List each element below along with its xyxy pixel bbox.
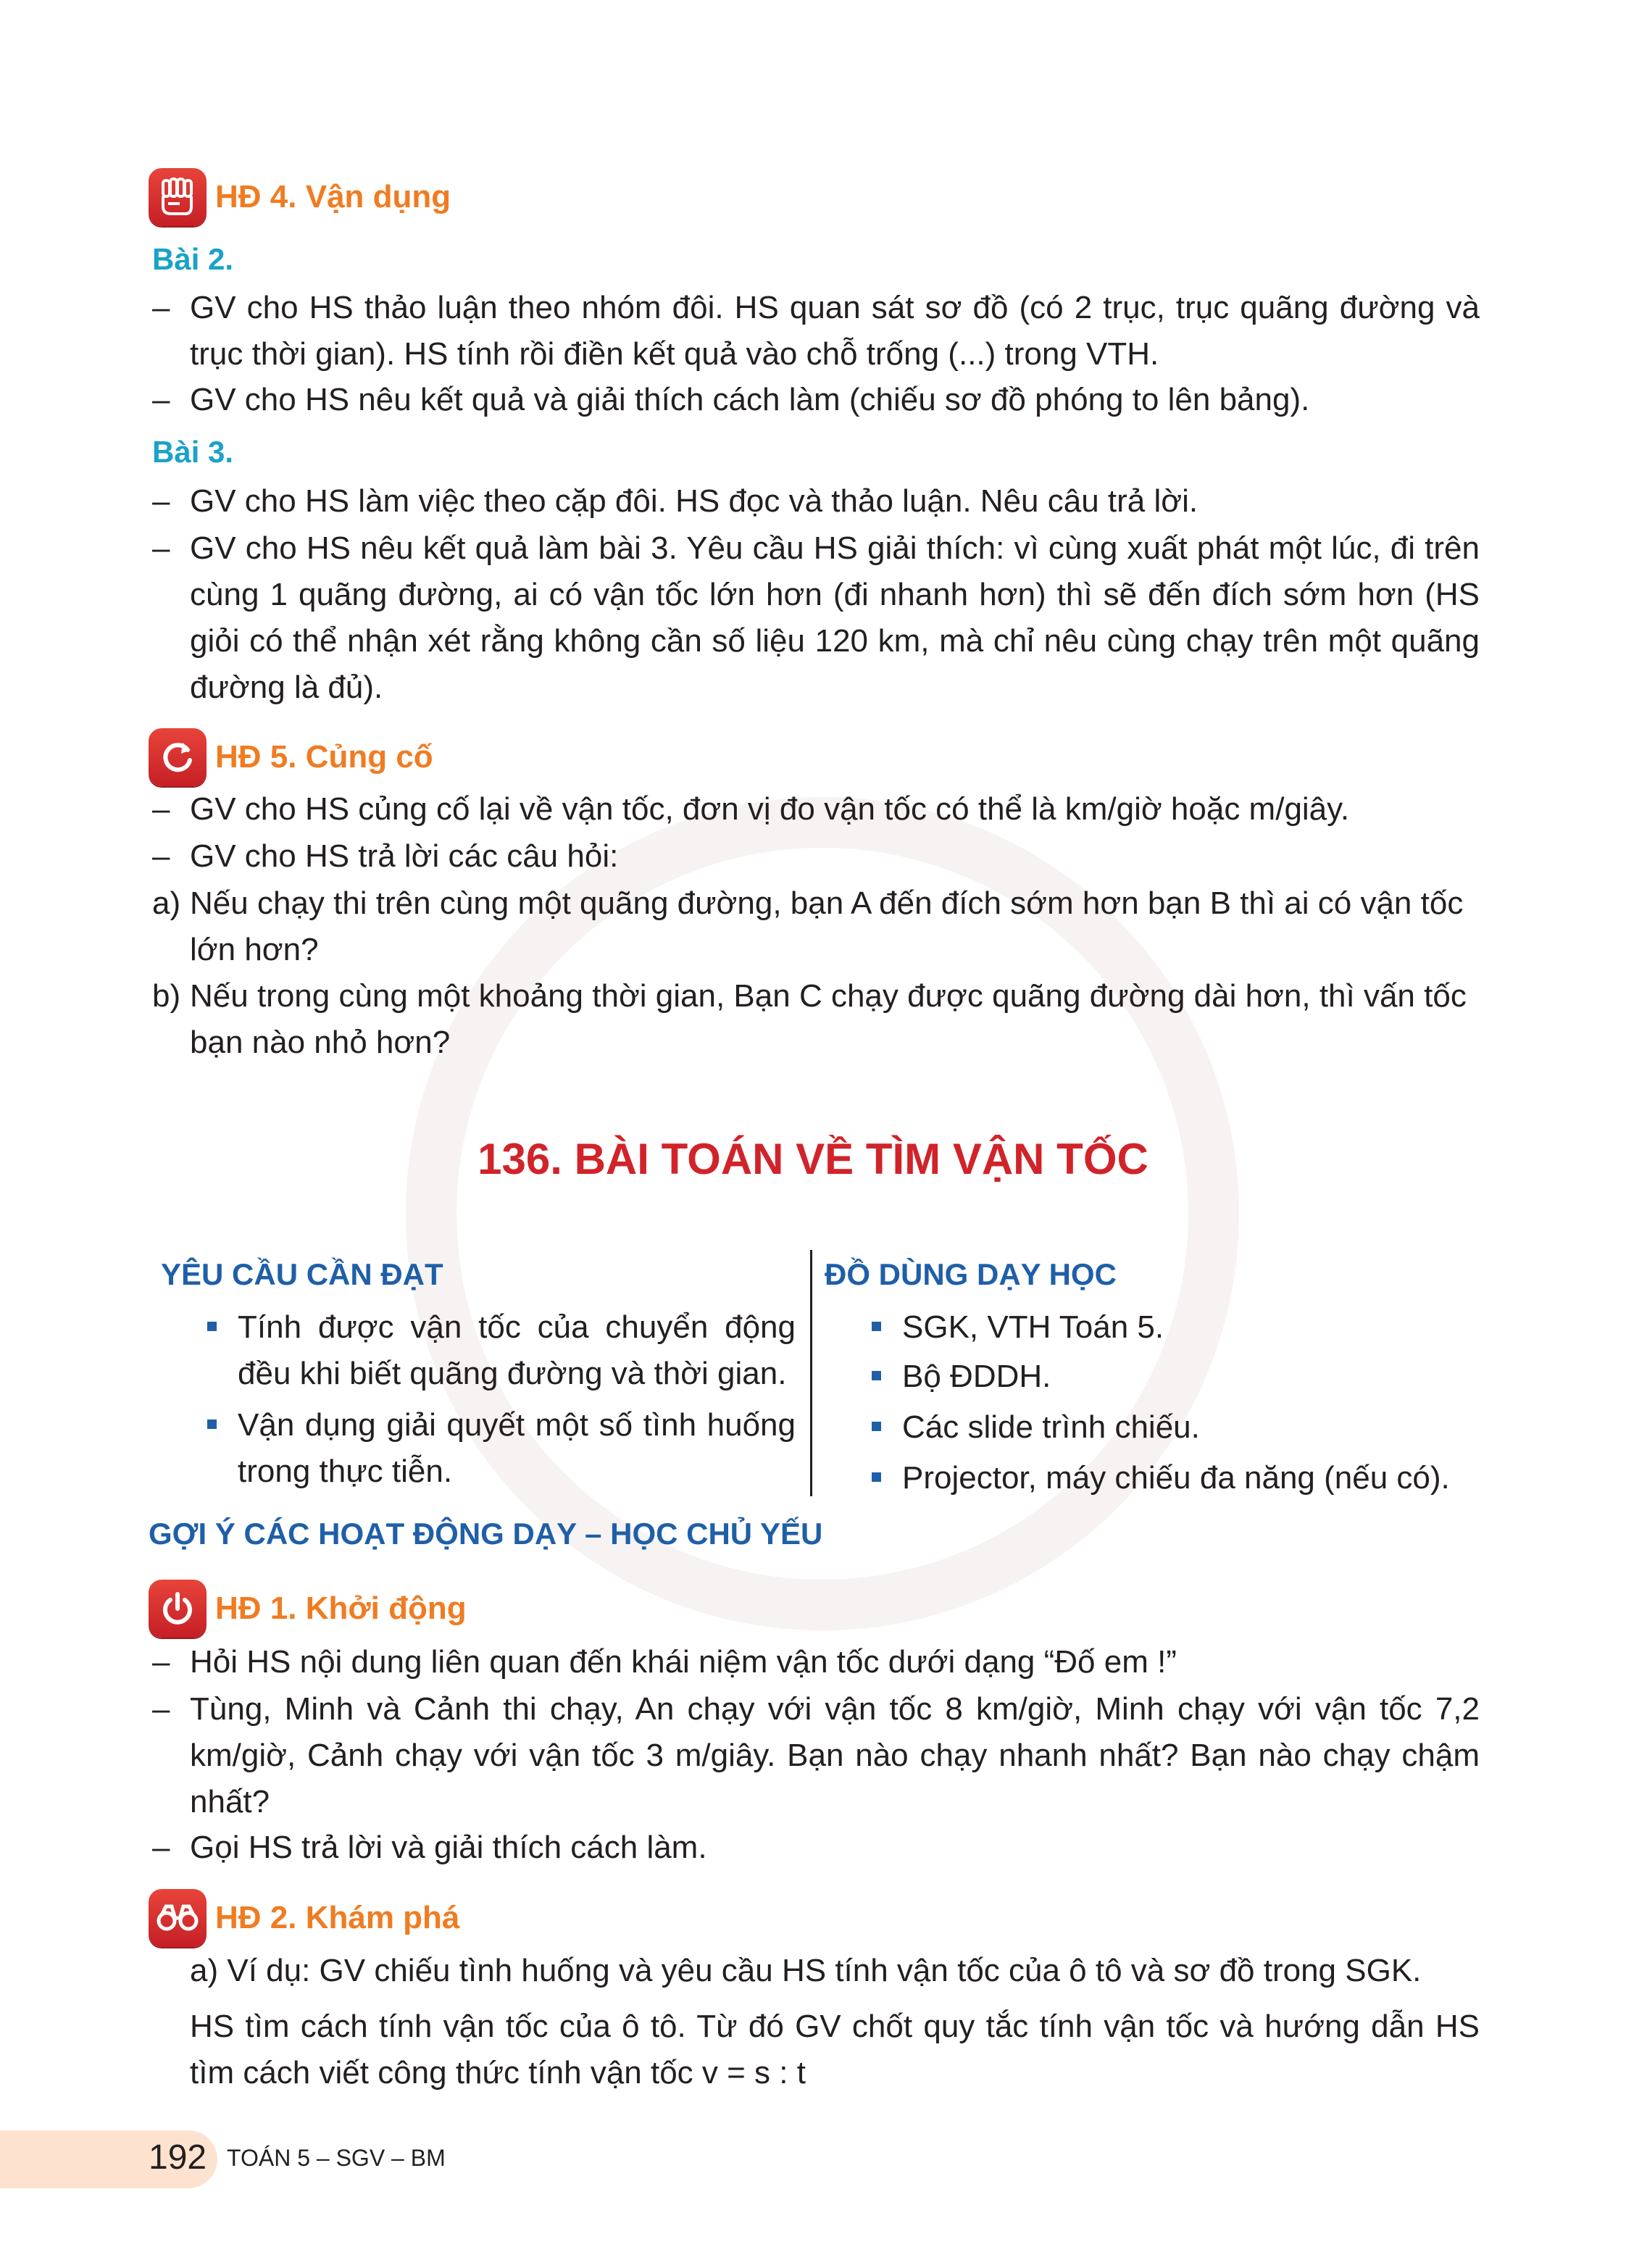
hd1-heading bbox=[149, 1580, 467, 1638]
list-item: – Tùng, Minh và Cảnh thi chạy, An chạy với vận tốc 8 km/giờ, Minh chạy với vận tốc 7,2 km/giờ, Cảnh chạy với vận tốc 3 m/giây. Bạn nào chạy nhanh nhất? Bạn nào chạy chậm nhất? bbox=[152, 1691, 1480, 1819]
footer-book-title: TOÁN 5 – SGV – BM bbox=[227, 2145, 446, 2171]
hd5-heading bbox=[149, 728, 433, 786]
list-item: Các slide trình chiếu. bbox=[902, 1404, 1482, 1451]
bullet-square-icon bbox=[872, 1371, 881, 1380]
hd2-paragraph: HS tìm cách tính vận tốc của ô tô. Từ đó GV chốt quy tắc tính vận tốc và hướng dẫn HS tìm cách viết công thức tính vận tốc v = s : t bbox=[190, 2009, 1480, 2090]
bullet-square-icon bbox=[207, 1419, 217, 1429]
bai3-label: Bài 3. bbox=[152, 435, 234, 469]
list-item: – Gọi HS trả lời và giải thích cách làm. bbox=[152, 1830, 707, 1865]
bai2-label: Bài 2. bbox=[152, 242, 234, 276]
page-number: 192 bbox=[149, 2138, 207, 2177]
list-item: – GV cho HS trả lời các câu hỏi: bbox=[152, 838, 619, 874]
bullet-square-icon bbox=[207, 1322, 217, 1331]
list-item: Projector, máy chiếu đa năng (nếu có). bbox=[902, 1455, 1482, 1501]
list-item: Vận dụng giải quyết một số tình huống trong thực tiễn. bbox=[238, 1402, 796, 1495]
question-b: b) Nếu trong cùng một khoảng thời gian, Bạn C chạy được quãng đường dài hơn, thì vấn tốc bạn nào nhỏ hơn? bbox=[152, 978, 1467, 1060]
list-item: – GV cho HS nêu kết quả làm bài 3. Yêu cầu HS giải thích: vì cùng xuất phát một lúc, đi trên cùng 1 quãng đường, ai có vận tốc lớn hơn (đi nhanh hơn) thì sẽ đến đích sớm hơn (HS giỏi có thể nhận xét rằng không cần số liệu 120 km, mà chỉ nêu cùng chạy trên một quãng đường là đủ). bbox=[152, 530, 1480, 705]
materials-heading: ĐỒ DÙNG DẠY HỌC bbox=[825, 1257, 1117, 1291]
column-divider bbox=[810, 1250, 812, 1496]
hd4-title: HĐ 4. Vận dụng bbox=[215, 179, 451, 214]
binoculars-icon bbox=[149, 1889, 207, 1947]
list-item: – GV cho HS thảo luận theo nhóm đôi. HS quan sát sơ đồ (có 2 trục, trục quãng đường và trục thời gian). HS tính rồi điền kết quả vào chỗ trống (...) trong VTH. bbox=[152, 290, 1480, 372]
list-item: Tính được vận tốc của chuyển động đều khi biết quãng đường và thời gian. bbox=[238, 1304, 796, 1397]
hd2-heading bbox=[149, 1889, 459, 1947]
hd2-line-a: a) Ví dụ: GV chiếu tình huống và yêu cầu HS tính vận tốc của ô tô và sơ đồ trong SGK. bbox=[190, 1953, 1422, 1988]
fist-icon bbox=[149, 168, 207, 226]
refresh-icon bbox=[149, 728, 207, 786]
list-item: – GV cho HS nêu kết quả và giải thích cách làm (chiếu sơ đồ phóng to lên bảng). bbox=[152, 382, 1310, 417]
hd5-title: HĐ 5. Củng cố bbox=[215, 739, 433, 775]
lesson-title: 136. BÀI TOÁN VỀ TÌM VẬN TỐC bbox=[478, 1135, 1148, 1183]
bullet-square-icon bbox=[872, 1322, 881, 1331]
requirements-heading: YÊU CẦU CẦN ĐẠT bbox=[161, 1257, 443, 1291]
bullet-square-icon bbox=[872, 1472, 881, 1482]
list-item: – GV cho HS củng cố lại về vận tốc, đơn vị đo vận tốc có thể là km/giờ hoặc m/giây. bbox=[152, 791, 1350, 827]
list-item: Bộ ĐDDH. bbox=[902, 1354, 1482, 1400]
hd4-heading bbox=[149, 168, 451, 226]
hd1-title: HĐ 1. Khởi động bbox=[215, 1590, 467, 1626]
bullet-square-icon bbox=[872, 1422, 881, 1431]
question-a: a) Nếu chạy thi trên cùng một quãng đường, bạn A đến đích sớm hơn bạn B thì ai có vận tốc lớn hơn? bbox=[152, 885, 1464, 967]
list-item: – Hỏi HS nội dung liên quan đến khái niệm vận tốc dưới dạng “Đố em !” bbox=[152, 1644, 1177, 1680]
activities-heading: GỢI Ý CÁC HOẠT ĐỘNG DẠY – HỌC CHỦ YẾU bbox=[149, 1517, 823, 1551]
list-item: – GV cho HS làm việc theo cặp đôi. HS đọc và thảo luận. Nêu câu trả lời. bbox=[152, 483, 1198, 519]
hd2-title: HĐ 2. Khám phá bbox=[215, 1900, 460, 1935]
power-icon bbox=[149, 1580, 207, 1638]
list-item: SGK, VTH Toán 5. bbox=[902, 1304, 1482, 1351]
